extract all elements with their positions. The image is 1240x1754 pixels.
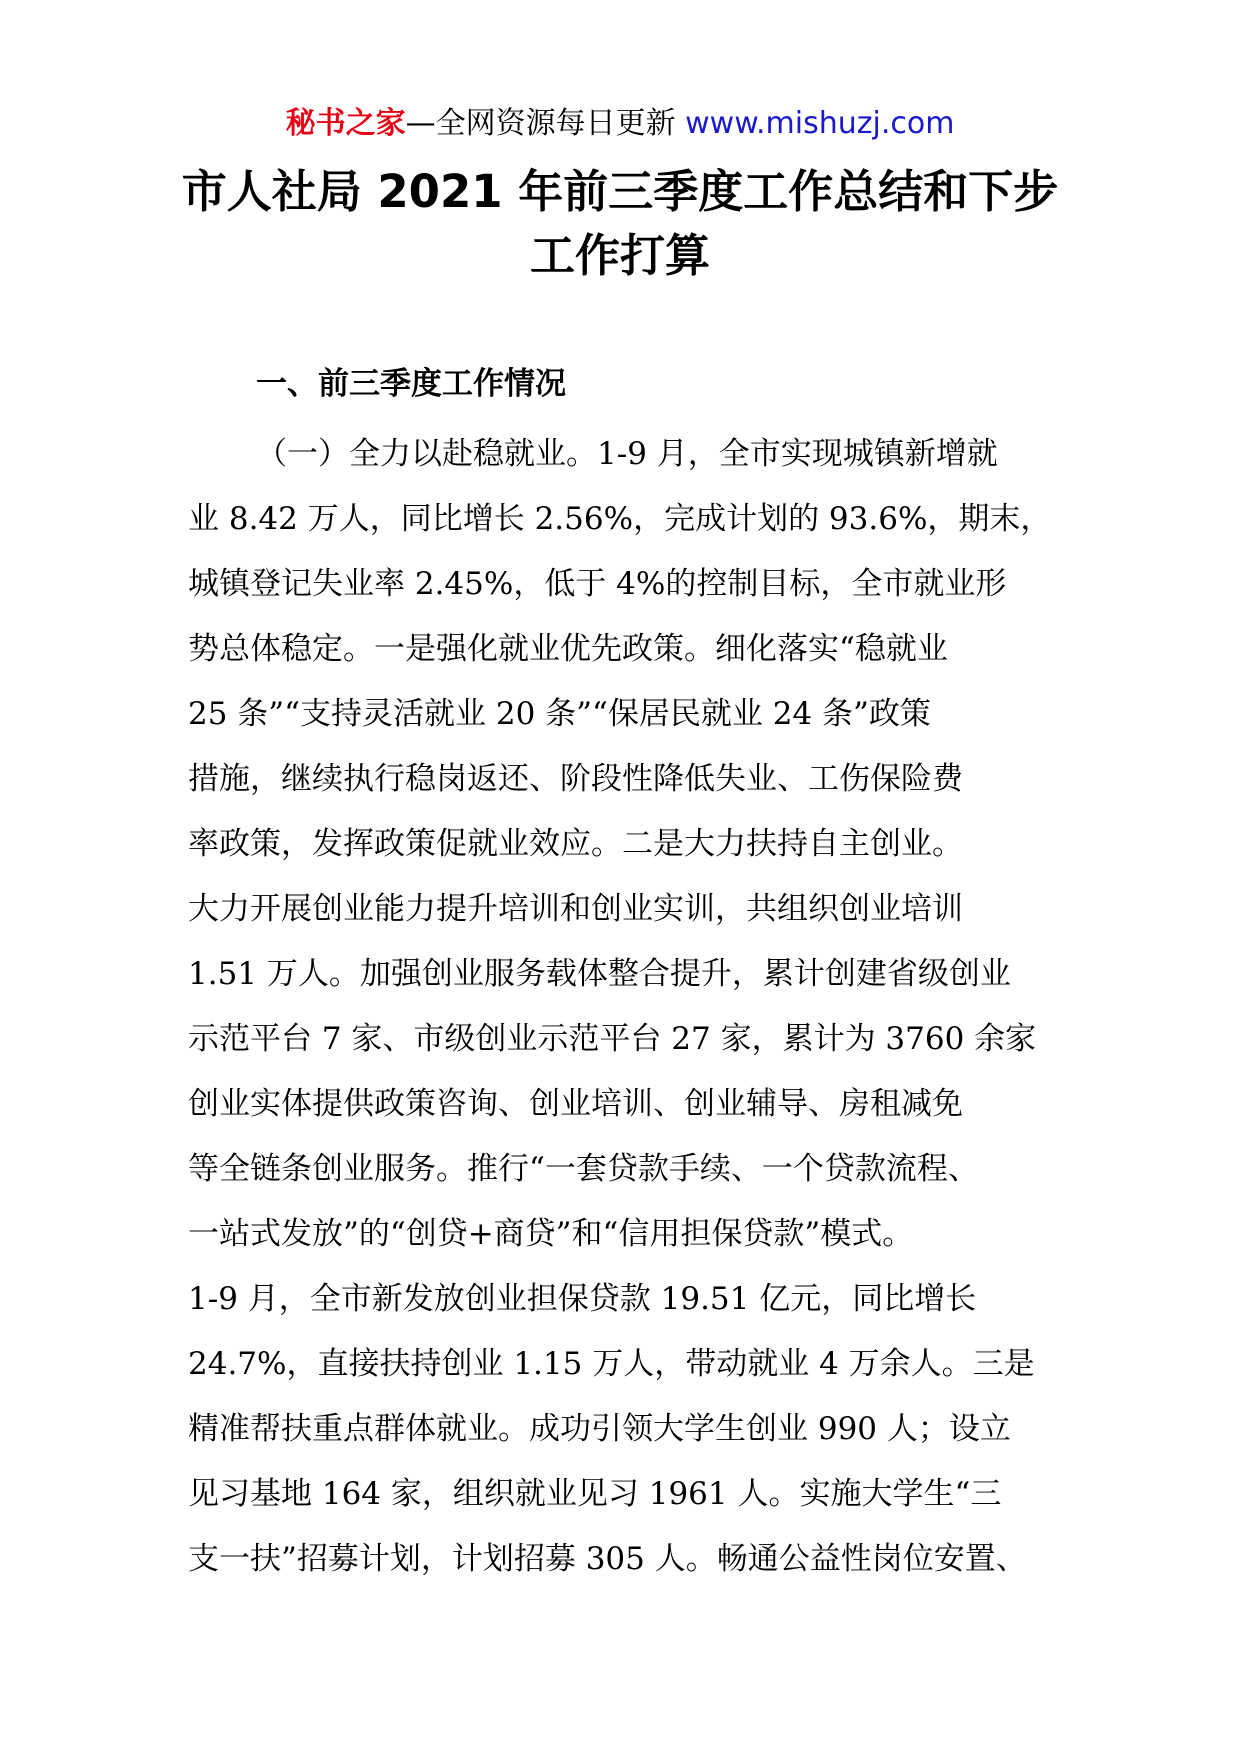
body-paragraph (188, 422, 1078, 1592)
document-title (150, 160, 1090, 288)
site-header (0, 102, 1240, 146)
paragraph-line: 率政策，发挥政策促就业效应。二是大力扶持自主创业。 (188, 826, 963, 862)
paragraph-line: 大力开展创业能力提升培训和创业实训，共组织创业培训 (188, 891, 963, 927)
paragraph-line: 城镇登记失业率 2.45%，低于 4%的控制目标，全市就业形 (188, 566, 1007, 602)
section-heading: 一、前三季度工作情况 (256, 366, 566, 402)
paragraph-line: 一站式发放”的“创贷+商贷”和“信用担保贷款”模式。 (188, 1216, 914, 1252)
paragraph-line: 势总体稳定。一是强化就业优先政策。细化落实“稳就业 (188, 631, 948, 667)
paragraph-line: 精准帮扶重点群体就业。成功引领大学生创业 990 人；设立 (188, 1411, 1011, 1447)
brand-name: 秘书之家 (285, 106, 406, 141)
paragraph-line: 24.7%，直接扶持创业 1.15 万人，带动就业 4 万余人。三是 (188, 1346, 1035, 1382)
paragraph-line: 业 8.42 万人，同比增长 2.56%，完成计划的 93.6%，期末， (188, 501, 1052, 537)
paragraph-line: 1-9 月，全市新发放创业担保贷款 19.51 亿元，同比增长 (188, 1281, 977, 1317)
paragraph-line: 创业实体提供政策咨询、创业培训、创业辅导、房租减免 (188, 1086, 963, 1122)
paragraph-line: 等全链条创业服务。推行“一套贷款手续、一个贷款流程、 (188, 1151, 979, 1187)
paragraph-line: 示范平台 7 家、市级创业示范平台 27 家，累计为 3760 余家 (188, 1021, 1037, 1057)
paragraph-line: 支一扶”招募计划，计划招募 305 人。畅通公益性岗位安置、 (188, 1541, 1027, 1577)
site-url-link[interactable]: www.mishuzj.com (685, 106, 955, 141)
header-tagline: —全网资源每日更新 (405, 106, 676, 141)
document-title-line-1: 市人社局 2021 年前三季度工作总结和下步 (181, 165, 1059, 218)
paragraph-line: （一）全力以赴稳就业。1-9 月，全市实现城镇新增就 (256, 436, 998, 472)
document-title-line-2: 工作打算 (529, 229, 710, 282)
paragraph-line: 25 条”“支持灵活就业 20 条”“保居民就业 24 条”政策 (188, 696, 931, 732)
paragraph-line: 见习基地 164 家，组织就业见习 1961 人。实施大学生“三 (188, 1476, 1002, 1512)
paragraph-line: 1.51 万人。加强创业服务载体整合提升，累计创建省级创业 (188, 956, 1011, 992)
paragraph-line: 措施，继续执行稳岗返还、阶段性降低失业、工伤保险费 (188, 761, 963, 797)
